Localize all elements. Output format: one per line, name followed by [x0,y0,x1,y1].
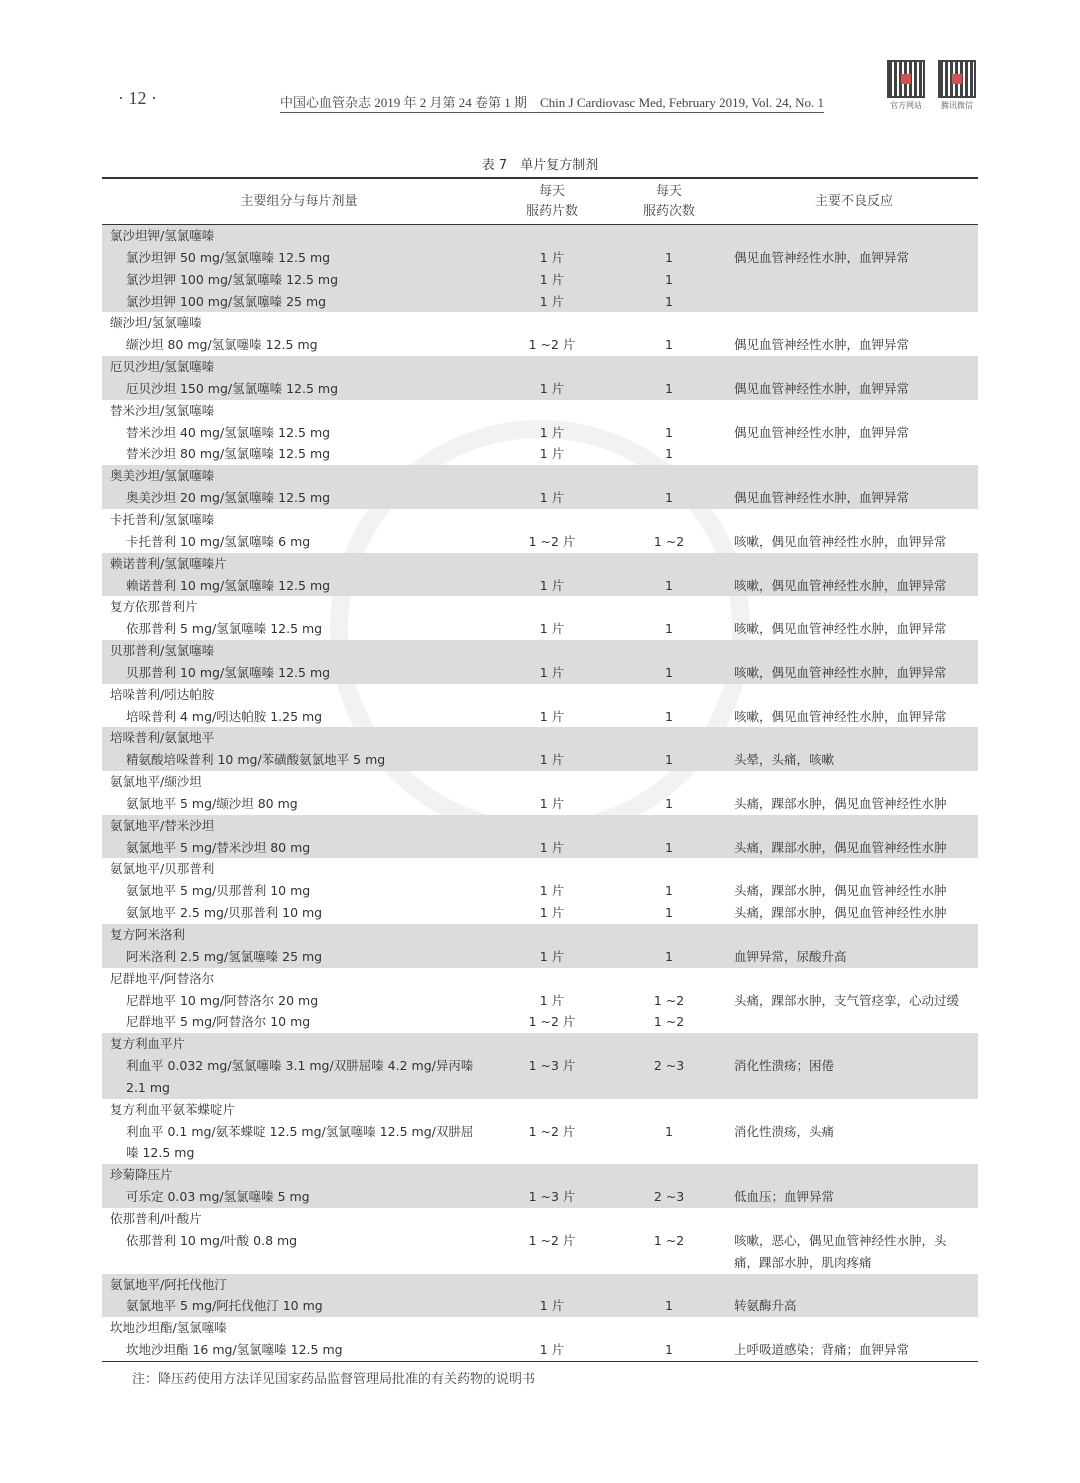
drug-dose: 可乐定 0.03 mg/氢氯噻嗪 5 mg [102,1186,496,1208]
group-name: 氯沙坦钾/氢氯噻嗪 [102,225,978,247]
tablets-per-day: 1 片 [496,575,608,597]
doses-per-day: 1 [608,269,730,291]
table-row [102,793,978,815]
group-header-row [102,400,978,422]
qr-code-wechat-icon [938,60,976,98]
table-row [102,575,978,597]
doses-per-day: 1 [665,1123,673,1139]
tablets-per-day: 1 片 [539,795,565,811]
group-header-row [102,684,978,706]
tablets-per-day: 1 片 [539,446,565,462]
page-number: · 12 · [118,88,157,108]
group-header-row [102,858,978,880]
adverse-effects: 头痛，踝部水肿，偶见血管神经性水肿 [734,795,947,811]
group-name: 替米沙坦/氢氯噻嗪 [110,402,215,418]
table-row [102,662,978,684]
drug-dose: 利血平 0.1 mg/氨苯蝶啶 12.5 mg/氢氯噻嗪 12.5 mg/双肼屈嗪 12.5 mg [126,1123,474,1161]
group-name: 氨氯地平/阿托伐他汀 [102,1274,978,1296]
tablets-per-day: 1 片 [496,1339,608,1361]
adverse-effects [730,443,978,465]
drug-dose: 氯沙坦钾 50 mg/氢氯噻嗪 12.5 mg [102,247,496,269]
doses-per-day: 1 [665,795,673,811]
table-row [102,618,978,640]
adverse-effects: 偶见血管神经性水肿，血钾异常 [730,487,978,509]
header-tablets-per-day: 每天 服药片数 [496,178,608,225]
doses-per-day: 1 [665,883,673,899]
drug-dose: 氯沙坦钾 100 mg/氢氯噻嗪 25 mg [102,291,496,313]
drug-dose: 缬沙坦 80 mg/氢氯噻嗪 12.5 mg [126,337,318,353]
drug-dose: 替米沙坦 80 mg/氢氯噻嗪 12.5 mg [126,446,331,462]
adverse-effects: 偶见血管神经性水肿，血钾异常 [734,424,910,440]
drug-dose: 坎地沙坦酯 16 mg/氢氯噻嗪 12.5 mg [102,1339,496,1361]
group-header-row [102,815,978,837]
group-header-row [102,1208,978,1230]
drug-dose: 替米沙坦 40 mg/氢氯噻嗪 12.5 mg [126,424,331,440]
table-row [102,1295,978,1317]
adverse-effects: 头痛，踝部水肿，支气管痉挛，心动过缓 [734,992,960,1008]
header-doses-per-day: 每天 服药次数 [608,178,730,225]
table-row [102,443,978,465]
tablets-per-day: 1 片 [496,269,608,291]
drug-dose: 氨氯地平 2.5 mg/贝那普利 10 mg [126,905,323,921]
adverse-effects: 头痛，踝部水肿，偶见血管神经性水肿 [734,883,947,899]
adverse-effects: 咳嗽，恶心，偶见血管神经性水肿，头痛，踝部水肿，肌肉疼痛 [734,1232,947,1270]
adverse-effects: 消化性溃疡，头痛 [734,1123,835,1139]
adverse-effects: 咳嗽，偶见血管神经性水肿，血钾异常 [734,621,947,637]
adverse-effects: 偶见血管神经性水肿，血钾异常 [730,247,978,269]
doses-per-day: 1 [665,446,673,462]
group-header-row [102,1164,978,1186]
tablets-per-day: 1 片 [496,247,608,269]
header-adverse-effects: 主要不良反应 [730,178,978,225]
drug-dose: 氯沙坦钾 100 mg/氢氯噻嗪 12.5 mg [102,269,496,291]
table-row [102,1121,978,1165]
group-header-row [102,596,978,618]
doses-per-day: 1 [608,1339,730,1361]
group-header-row [102,312,978,334]
table-row [102,880,978,902]
doses-per-day: 1 [665,337,673,353]
tablets-per-day: 1 ~2 片 [528,1123,576,1139]
drug-dose: 氨氯地平 5 mg/缬沙坦 80 mg [126,795,298,811]
table-row [102,706,978,728]
tablets-per-day: 1 片 [496,749,608,771]
tablets-per-day: 1 ~3 片 [496,1186,608,1208]
group-name: 厄贝沙坦/氢氯噻嗪 [102,356,978,378]
drug-dose: 氨氯地平 5 mg/贝那普利 10 mg [126,883,311,899]
group-header-row [102,465,978,487]
table-row [102,487,978,509]
doses-per-day: 1 [665,708,673,724]
adverse-effects [730,1011,978,1033]
group-name: 卡托普利/氢氯噻嗪 [110,511,215,527]
group-name: 氨氯地平/替米沙坦 [102,815,978,837]
tablets-per-day: 1 片 [496,662,608,684]
drug-dose: 利血平 0.032 mg/氢氯噻嗪 3.1 mg/双肼屈嗪 4.2 mg/异丙嗪 2.1 mg [102,1055,496,1099]
tablets-per-day: 1 ~2 片 [528,533,576,549]
drug-dose: 氨氯地平 5 mg/阿托伐他汀 10 mg [102,1295,496,1317]
adverse-effects: 上呼吸道感染；背痛；血钾异常 [730,1339,978,1361]
tablets-per-day: 1 片 [496,946,608,968]
tablets-per-day: 1 ~2 片 [528,1014,576,1030]
group-header-row [102,225,978,247]
qr-label-website: 官方网站 [890,101,922,110]
tablets-per-day: 1 ~2 片 [528,337,576,353]
tablets-per-day: 1 片 [539,992,565,1008]
adverse-effects: 咳嗽，偶见血管神经性水肿，血钾异常 [730,662,978,684]
table-row [102,1339,978,1361]
doses-per-day: 2 ~3 [608,1055,730,1099]
group-name: 缬沙坦/氢氯噻嗪 [110,315,202,331]
group-header-row [102,727,978,749]
qr-label-wechat: 腾讯微信 [941,101,973,110]
single-pill-combination-table [102,177,978,1362]
tablets-per-day: 1 ~3 片 [496,1055,608,1099]
drug-dose: 精氨酸培哚普利 10 mg/苯磺酸氨氯地平 5 mg [102,749,496,771]
group-header-row [102,968,978,990]
tablets-per-day: 1 片 [539,905,565,921]
doses-per-day: 1 [608,1295,730,1317]
doses-per-day: 1 [608,291,730,313]
table-row [102,378,978,400]
drug-dose: 贝那普利 10 mg/氢氯噻嗪 12.5 mg [102,662,496,684]
table-row [102,247,978,269]
doses-per-day: 1 [608,575,730,597]
group-header-row [102,1317,978,1339]
adverse-effects: 转氨酶升高 [730,1295,978,1317]
tablets-per-day: 1 ~2 片 [528,1232,576,1248]
doses-per-day: 1 ~2 [653,533,685,549]
drug-dose: 阿米洛利 2.5 mg/氢氯噻嗪 25 mg [102,946,496,968]
adverse-effects: 消化性溃疡；困倦 [730,1055,978,1099]
adverse-effects: 头痛，踝部水肿，偶见血管神经性水肿 [730,837,978,859]
tablets-per-day: 1 片 [496,1295,608,1317]
drug-dose: 尼群地平 10 mg/阿替洛尔 20 mg [126,992,319,1008]
group-header-row [102,1274,978,1296]
table-row [102,1230,978,1274]
header-components: 主要组分与每片剂量 [102,178,496,225]
tablets-per-day: 1 片 [496,487,608,509]
table-row [102,1186,978,1208]
adverse-effects: 低血压；血钾异常 [730,1186,978,1208]
tablets-per-day: 1 片 [496,378,608,400]
table-row [102,1055,978,1099]
table-row [102,422,978,444]
tablets-per-day: 1 片 [539,424,565,440]
table-row [102,990,978,1012]
tablets-per-day: 1 片 [539,883,565,899]
group-name: 贝那普利/氢氯噻嗪 [102,640,978,662]
group-name: 尼群地平/阿替洛尔 [110,970,215,986]
group-name: 赖诺普利/氢氯噻嗪片 [102,553,978,575]
group-name: 珍菊降压片 [102,1164,978,1186]
table-row [102,837,978,859]
adverse-effects: 头痛，踝部水肿，偶见血管神经性水肿 [734,905,947,921]
doses-per-day: 1 [608,837,730,859]
group-header-row [102,1099,978,1121]
drug-dose: 厄贝沙坦 150 mg/氢氯噻嗪 12.5 mg [102,378,496,400]
drug-dose: 依那普利 10 mg/叶酸 0.8 mg [126,1232,298,1248]
doses-per-day: 1 [665,424,673,440]
doses-per-day: 1 ~2 [653,1014,685,1030]
group-name: 复方利血平氨苯蝶啶片 [110,1101,236,1117]
doses-per-day: 1 [608,247,730,269]
drug-dose: 培哚普利 4 mg/吲达帕胺 1.25 mg [126,708,323,724]
group-header-row [102,553,978,575]
doses-per-day: 2 ~3 [608,1186,730,1208]
group-name: 培哚普利/氨氯地平 [102,727,978,749]
table-row [102,1011,978,1033]
table-caption: 表 7 单片复方制剂 [481,158,599,173]
group-name: 培哚普利/吲达帕胺 [110,686,215,702]
group-name: 氨氯地平/贝那普利 [110,861,215,877]
adverse-effects: 头晕，头痛，咳嗽 [730,749,978,771]
adverse-effects [730,269,978,291]
adverse-effects: 咳嗽，偶见血管神经性水肿，血钾异常 [730,575,978,597]
adverse-effects: 偶见血管神经性水肿，血钾异常 [734,337,910,353]
drug-dose: 赖诺普利 10 mg/氢氯噻嗪 12.5 mg [102,575,496,597]
drug-dose: 卡托普利 10 mg/氢氯噻嗪 6 mg [126,533,311,549]
group-name: 氨氯地平/缬沙坦 [110,774,202,790]
doses-per-day: 1 ~2 [653,1232,685,1248]
tablets-per-day: 1 片 [539,708,565,724]
table-row [102,749,978,771]
table-row [102,334,978,356]
running-header: 中国心血管杂志 2019 年 2 月第 24 卷第 1 期 Chin J Cardiovasc Med, February 2019, Vol. 24, No. 1 [280,92,824,113]
group-name: 依那普利/叶酸片 [110,1210,202,1226]
group-header-row [102,924,978,946]
adverse-effects: 血钾异常，尿酸升高 [730,946,978,968]
group-name: 复方利血平片 [102,1033,978,1055]
adverse-effects [730,291,978,313]
group-header-row [102,1033,978,1055]
tablets-per-day: 1 片 [496,837,608,859]
tablets-per-day: 1 片 [539,621,565,637]
adverse-effects: 偶见血管神经性水肿，血钾异常 [730,378,978,400]
drug-dose: 氨氯地平 5 mg/替米沙坦 80 mg [102,837,496,859]
table-container [102,177,978,1387]
group-header-row [102,509,978,531]
doses-per-day: 1 [608,662,730,684]
group-header-row [102,771,978,793]
doses-per-day: 1 [608,749,730,771]
doses-per-day: 1 [665,621,673,637]
group-header-row [102,640,978,662]
table-note: 注：降压药使用方法详见国家药品监督管理局批准的有关药物的说明书 [132,1371,536,1387]
group-name: 复方依那普利片 [110,599,198,615]
doses-per-day: 1 [608,378,730,400]
drug-dose: 尼群地平 5 mg/阿替洛尔 10 mg [126,1014,311,1030]
qr-code-website-icon [887,60,925,98]
doses-per-day: 1 [665,905,673,921]
doses-per-day: 1 [608,487,730,509]
group-name: 坎地沙坦酯/氢氯噻嗪 [110,1320,227,1336]
table-row [102,531,978,553]
doses-per-day: 1 ~2 [653,992,685,1008]
doses-per-day: 1 [608,946,730,968]
table-row [102,269,978,291]
table-row [102,902,978,924]
table-row [102,946,978,968]
group-name: 奥美沙坦/氢氯噻嗪 [102,465,978,487]
drug-dose: 依那普利 5 mg/氢氯噻嗪 12.5 mg [126,621,323,637]
tablets-per-day: 1 片 [496,291,608,313]
group-header-row [102,356,978,378]
adverse-effects: 咳嗽，偶见血管神经性水肿，血钾异常 [734,533,947,549]
drug-dose: 奥美沙坦 20 mg/氢氯噻嗪 12.5 mg [102,487,496,509]
adverse-effects: 咳嗽，偶见血管神经性水肿，血钾异常 [734,708,947,724]
table-header-row [102,178,978,225]
group-name: 复方阿米洛利 [102,924,978,946]
table-row [102,291,978,313]
table-body [102,225,978,1362]
